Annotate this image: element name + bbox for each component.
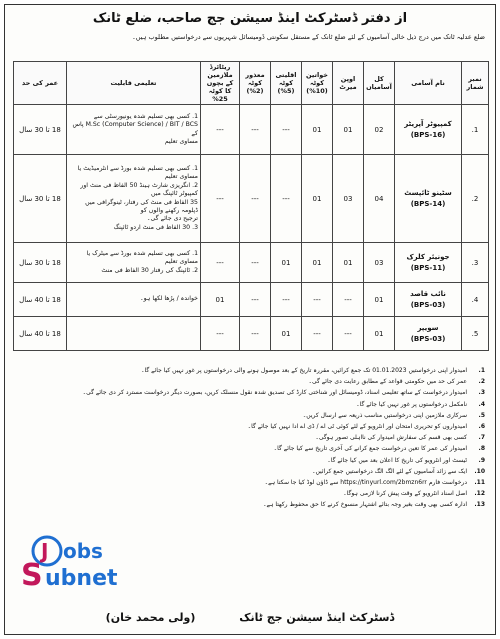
row-women: 01 [302, 105, 333, 155]
row-qualification: 1. کسی بھی تسلیم شدہ بورڈ سے میٹرک یا مساوی تعلیم 2. ٹائپنگ کی رفتار 30 الفاظ فی منٹ [67, 243, 201, 283]
col-age: عمر کی حد [14, 62, 67, 105]
row-women: --- [302, 283, 333, 317]
row-women: 01 [302, 243, 333, 283]
col-no: نمبر شمار [462, 62, 489, 105]
row-minority: 01 [271, 317, 302, 351]
col-disabled: معذور کوٹہ (2%) [240, 62, 271, 105]
row-total: 01 [364, 283, 395, 317]
row-qualification: 1. کسی بھی تسلیم شدہ یونیورسٹی سے M.Sc (Computer Science) / BIT / BCS پاس کے مساوی تعلیم [67, 105, 201, 155]
col-merit: اوپن میرٹ [333, 62, 364, 105]
row-retired: --- [201, 317, 240, 351]
row-retired: --- [201, 243, 240, 283]
col-qualification: تعلیمی قابلیت [67, 62, 201, 105]
signature-office: ڈسٹرکٹ اینڈ سیشن جج ٹانک [239, 611, 395, 624]
row-disabled: --- [240, 243, 271, 283]
page-title: از دفتر ڈسٹرکٹ اینڈ سیشن جج صاحب، ضلع ٹانک [92, 11, 408, 26]
row-post: نائب قاصد (BPS-03) [395, 283, 462, 317]
advertisement-page [4, 4, 496, 635]
col-women: خواتین کوٹہ (10%) [302, 62, 333, 105]
row-disabled: --- [240, 155, 271, 243]
col-retired: ریٹائرڈ ملازمین کے بچوں کا کوٹہ 25% [201, 62, 240, 105]
row-retired: --- [201, 155, 240, 243]
row-post: سویپر (BPS-03) [395, 317, 462, 351]
table-row [14, 155, 489, 243]
row-no: 5. [462, 317, 489, 351]
logo-text-ubnet: ubnet [45, 566, 118, 591]
logo-text-obs: obs [63, 539, 103, 563]
signature-name: (ولی محمد خان) [105, 611, 196, 624]
list-item: 3. امیدوار درخواست کے ساتھ تعلیمی اسناد، ڈومیسائل اور شناختی کارڈ کی تصدیق شدہ نقول منسلک کریں، بصورت دیگر درخواست مسترد کر دی جائے گی۔ [82, 389, 485, 397]
row-women: 01 [302, 155, 333, 243]
row-no: 2. [462, 155, 489, 243]
list-item: 10. ایک سے زائد آسامیوں کے لئے الگ الگ درخواستیں جمع کرائیں۔ [311, 467, 485, 475]
row-total: 02 [364, 105, 395, 155]
list-item: 6. امیدواروں کو تحریری امتحان اور انٹرویو کے لئے کوئی ٹی اے / ڈی اے ادا نہیں کیا جائے گا۔ [247, 422, 485, 430]
table-row [14, 105, 489, 155]
row-retired: 01 [201, 283, 240, 317]
list-item: 7. کسی بھی قسم کی سفارش امیدوار کی نااہلی تصور ہوگی۔ [315, 434, 485, 442]
list-item: 13. ادارہ کسی بھی وقت بغیر وجہ بتائے اشتہار منسوخ کرنے کا حق محفوظ رکھتا ہے۔ [262, 501, 485, 509]
row-qualification: 1. کسی بھی تسلیم شدہ بورڈ سے انٹرمیڈیٹ یا مساوی تعلیم 2. انگریزی شارٹ ہینڈ 50 الفاظ فی منٹ اور کمپیوٹر ٹائپنگ میں 35 الفاظ فی منٹ کی رفتار، ٹینوگرافی میں ڈپلومہ رکھنے والوں کو ترجیح دی جائے گی۔ 3. 30 الفاظ فی منٹ اردو ٹائپنگ [67, 155, 201, 243]
signature-block [5, 611, 495, 624]
row-age: 18 تا 40 سال [14, 317, 67, 351]
row-disabled: --- [240, 105, 271, 155]
logo-letter-j: J [41, 539, 49, 563]
row-age: 18 تا 30 سال [14, 105, 67, 155]
row-post: جونیئر کلرک (BPS-11) [395, 243, 462, 283]
row-disabled: --- [240, 283, 271, 317]
row-no: 1. [462, 105, 489, 155]
row-post: سٹینو ٹائپسٹ (BPS-14) [395, 155, 462, 243]
row-minority: 01 [271, 243, 302, 283]
list-item: 2. عمر کی حد میں حکومتی قواعد کے مطابق رعایت دی جائے گی۔ [308, 378, 485, 386]
row-disabled: --- [240, 317, 271, 351]
list-item: 5. سرکاری ملازمین اپنی درخواستیں مناسب ذریعہ سے ارسال کریں۔ [302, 411, 485, 419]
list-item: 12. اصل اسناد انٹرویو کے وقت پیش کرنا لازمی ہوگا۔ [343, 490, 485, 498]
row-post: کمپیوٹر آپریٹر (BPS-16) [395, 105, 462, 155]
row-qualification [67, 317, 201, 351]
row-qualification: خواندہ / پڑھا لکھا ہو۔ [67, 283, 201, 317]
logo-letter-s: S [21, 558, 43, 591]
row-total: 01 [364, 317, 395, 351]
terms-list [15, 367, 485, 512]
row-minority: --- [271, 105, 302, 155]
row-no: 3. [462, 243, 489, 283]
col-minority: اقلیتی کوٹہ (5%) [271, 62, 302, 105]
table-row [14, 283, 489, 317]
list-item: 8. امیدوار کی عمر کا تعین درخواست جمع کرانے کی آخری تاریخ سے کیا جائے گا۔ [273, 445, 485, 453]
list-item: 1. امیدوار اپنی درخواستیں 01.01.2023 تک جمع کرائیں، مقررہ تاریخ کے بعد موصول ہونے والی درخواستوں پر غور نہیں کیا جائے گا۔ [141, 367, 485, 374]
row-minority: --- [271, 283, 302, 317]
row-age: 18 تا 40 سال [14, 283, 67, 317]
row-age: 18 تا 30 سال [14, 243, 67, 283]
row-merit: 03 [333, 155, 364, 243]
jobs-subnet-logo [19, 529, 149, 591]
vacancy-table [13, 61, 489, 351]
table-row [14, 243, 489, 283]
row-women: --- [302, 317, 333, 351]
list-item: 11. درخواست فارم https://tinyurl.com/2bmzn6rr سے ڈاؤن لوڈ کیا جا سکتا ہے۔ [264, 478, 485, 486]
row-no: 4. [462, 283, 489, 317]
col-total: کل آسامیاں [364, 62, 395, 105]
intro-text: ضلع عدلیہ ٹانک میں درج ذیل خالی آسامیوں کے لئے ضلع ٹانک کے مستقل سکونتی ڈومیسائل شہریوں سے درخواستیں مطلوب ہیں۔ [131, 33, 485, 41]
list-item: 4. نامکمل درخواستوں پر غور نہیں کیا جائے گا۔ [356, 400, 485, 408]
list-item: 9. ٹیسٹ اور انٹرویو کی تاریخ کا اعلان بعد میں کیا جائے گا۔ [327, 456, 485, 464]
col-post: نام آسامی [395, 62, 462, 105]
row-merit: --- [333, 317, 364, 351]
row-retired: --- [201, 105, 240, 155]
row-total: 04 [364, 155, 395, 243]
row-merit: --- [333, 283, 364, 317]
row-minority: --- [271, 155, 302, 243]
row-total: 03 [364, 243, 395, 283]
row-age: 18 تا 30 سال [14, 155, 67, 243]
row-merit: 01 [333, 243, 364, 283]
table-row [14, 317, 489, 351]
table-header-row [14, 62, 489, 105]
row-merit: 01 [333, 105, 364, 155]
